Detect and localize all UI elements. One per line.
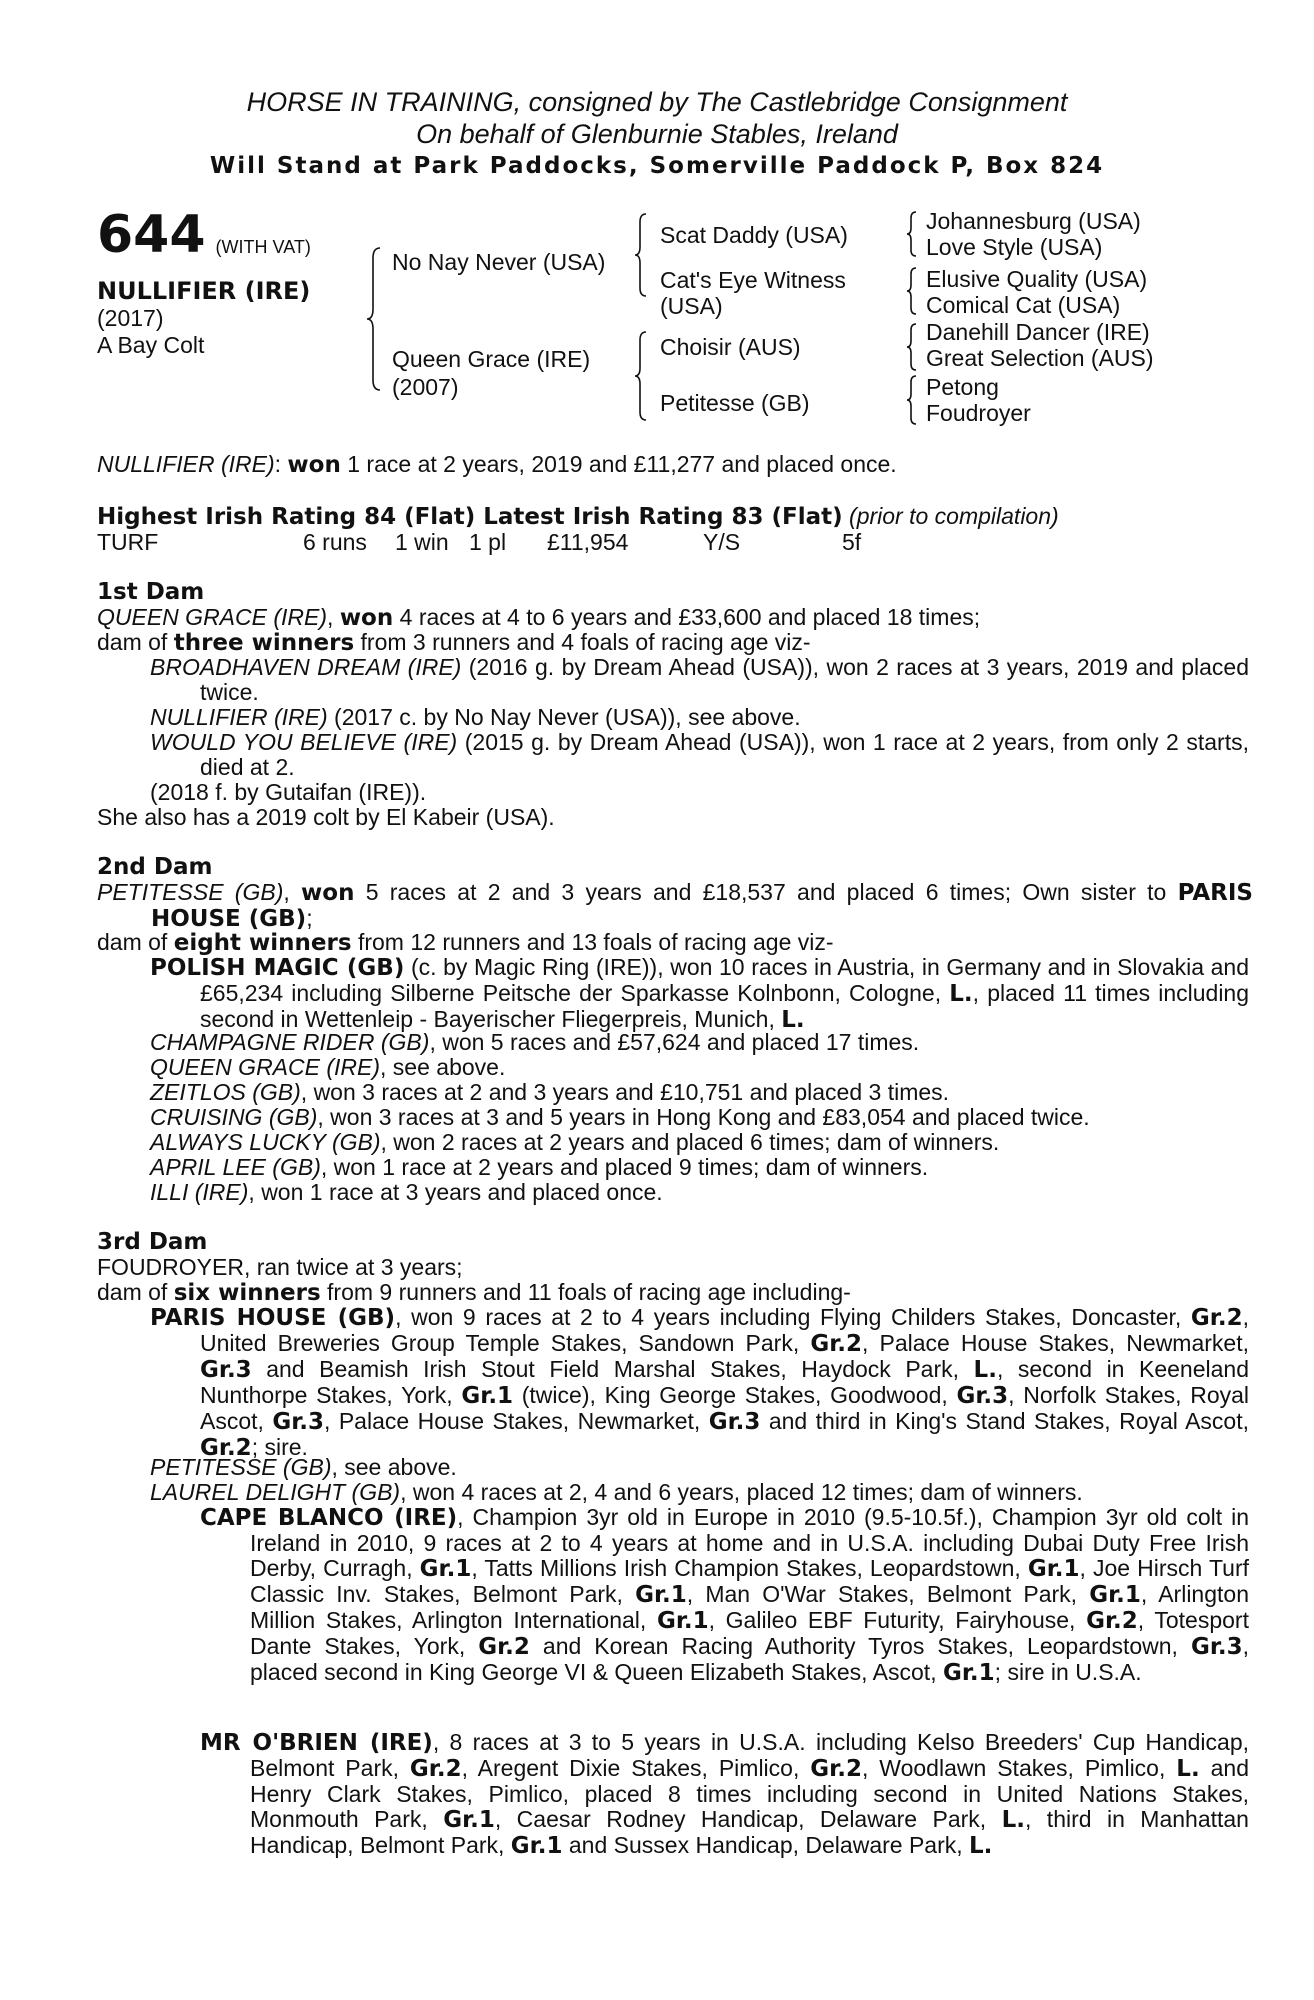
- sire-dam: Cat's Eye Witness: [660, 267, 846, 293]
- consignor-line: HORSE IN TRAINING, consigned by The Castlebridge Consignment: [246, 87, 1068, 117]
- pedigree-brace-4: [906, 210, 918, 258]
- third-dam-foal-petitesse: PETITESSE (GB), see above.: [150, 1454, 457, 1480]
- pedigree-brace-7: [906, 374, 918, 426]
- first-dam-foal-1: BROADHAVEN DREAM (IRE) (2016 g. by Dream Ahead (USA)), won 2 races at 3 years, 2019 and placed twice.: [150, 654, 1249, 705]
- third-dam-foal-laurel-delight: LAUREL DELIGHT (GB), won 4 races at 2, 4 and 6 years, placed 12 times; dam of winners.: [150, 1479, 1083, 1505]
- pedigree-brace-1: [366, 246, 382, 392]
- horse-year: (2017): [97, 305, 164, 331]
- first-dam-heading: 1st Dam: [97, 579, 205, 605]
- sire-dam-country: (USA): [660, 293, 723, 319]
- vat-note: (WITH VAT): [215, 237, 311, 258]
- ancestor-5: Danehill Dancer (IRE): [926, 319, 1150, 345]
- second-dam-foal-6: ALWAYS LUCKY (GB), won 2 races at 2 years and placed 6 times; dam of winners.: [150, 1129, 1000, 1155]
- second-dam-foal-2: CHAMPAGNE RIDER (GB), won 5 races and £57,624 and placed 17 times.: [150, 1029, 920, 1055]
- lot-number: 644: [97, 205, 206, 265]
- dam-sire: Choisir (AUS): [660, 334, 801, 360]
- second-dam-foal-8: ILLI (IRE), won 1 race at 3 years and placed once.: [150, 1179, 663, 1205]
- second-dam-foal-polish-magic: POLISH MAGIC (GB) (c. by Magic Ring (IRE)), won 10 races in Austria, in Germany and in Slovakia and £65,234 including Silberne Peitsche der Sparkasse Kolnbonn, Cologne, L., placed 11 times including second in Wettenleip - Bayerischer Fliegerpreis, Munich, L.: [150, 954, 1250, 1033]
- race-summary: NULLIFIER (IRE): won 1 race at 2 years, 2019 and £11,277 and placed once.: [97, 451, 897, 478]
- first-dam-also: She also has a 2019 colt by El Kabeir (USA).: [97, 804, 555, 830]
- ancestor-2: Love Style (USA): [926, 234, 1103, 260]
- pedigree-brace-6: [906, 322, 918, 372]
- horse-name: NULLIFIER (IRE): [97, 277, 311, 305]
- second-dam-foal-4: ZEITLOS (GB), won 3 races at 2 and 3 years and £10,751 and placed 3 times.: [150, 1079, 950, 1105]
- grand-foal-mr-obrien: MR O'BRIEN (IRE), 8 races at 3 to 5 years in U.S.A. including Kelso Breeders' Cup Handicap, Belmont Park, Gr.2, Aregent Dixie Stakes, Pimlico, Gr.2, Woodlawn Stakes, Pimlico, L. and Henry Clark Stakes, Pimlico, placed 8 times including second in United Nations Stakes, Monmouth Park, Gr.1, Caesar Rodney Handicap, Delaware Park, L., third in Manhattan Handicap, Belmont Park, Gr.1 and Sussex Handicap, Delaware Park, L.: [200, 1729, 1250, 1859]
- second-dam-produce: dam of eight winners from 12 runners and 13 foals of racing age viz-: [97, 929, 834, 956]
- first-dam-foal-2: NULLIFIER (IRE) (2017 c. by No Nay Never (USA)), see above.: [150, 704, 801, 730]
- catalogue-page: HORSE IN TRAINING, consigned by The Castlebridge Consignment On behalf of Glenburnie Stables, Ireland Will Stand at Park Paddocks, Somerville Paddock P, Box 824 644 (WITH VAT) NULLIFIER (IRE) (2017) A Bay Colt No Nay Never (USA) Queen Grace (IRE) (2007) Scat Daddy (USA) Cat's Eye Witness (USA) Choisir (AUS) Petitesse (GB) Johannesburg (USA) Love Style (USA) Elusive Quality (USA) Comical Cat (USA) Danehill Dancer (IRE) Great Selection (AUS) Petong Foudroyer NULLIFIER (IRE): won 1 race at 2 years, 2019 and £11,277 and placed once. Highest Irish Rating 84 (Flat) Latest Irish Rating 83 (Flat) (prior to compilation) TURF 6 runs 1 win 1 pl £11,954 Y/S 5f 1st Dam QUEEN GRACE (IRE), won 4 races at 4 to 6 years and £33,600 and placed 18 times; dam of three winners from 3 runners and 4 foals of racing age viz- BROADHAVEN DREAM (IRE) (2016 g. by Dream Ahead (USA)), won 2 races at 3 years, 2019 and placed twice. NULLIFIER (IRE) (2017 c. by No Nay Never (USA)), see above. WOULD YOU BELIEVE (IRE) (2015 g. by Dream Ahead (USA)), won 1 race at 2 years, from only 2 starts, died at 2. (2018 f. by Gutaifan (IRE)). She also has a 2019 colt by El Kabeir (USA). 2nd Dam PETITESSE (GB), won 5 races at 2 and 3 years and £18,537 and placed 6 times; Own sister to PARIS HOUSE (GB); dam of eight winners from 12 runners and 13 foals of racing age viz- POLISH MAGIC (GB) (c. by Magic Ring (IRE)), won 10 races in Austria, in Germany and in Slovakia and £65,234 including Silberne Peitsche der Sparkasse Kolnbonn, Cologne, L., placed 11 times including second in Wettenleip - Bayerischer Fliegerpreis, Munich, L. CHAMPAGNE RIDER (GB), won 5 races and £57,624 and placed 17 times. QUEEN GRACE (IRE), see above. ZEITLOS (GB), won 3 races at 2 and 3 years and £10,751 and placed 3 times. CRUISING (GB), won 3 races at 3 and 5 years in Hong Kong and £83,054 and placed twice. ALWAYS LUCKY (GB), won 2 races at 2 years and placed 6 times; dam of winners. APRIL LEE (GB), won 1 race at 2 years and placed 9 times; dam of winners. ILLI (IRE), won 1 race at 3 years and placed once. 3rd Dam FOUDROYER, ran twice at 3 years; dam of six winners from 9 runners and 11 foals of racing age including- PARIS HOUSE (GB), won 9 races at 2 to 4 years including Flying Childers Stakes, Doncaster, Gr.2, United Breweries Group Temple Stakes, Sandown Park, Gr.2, Palace House Stakes, Newmarket, Gr.3 and Beamish Irish Stout Field Marshal Stakes, Haydock Park, L., second in Keeneland Nunthorpe Stakes, York, Gr.1 (twice), King George Stakes, Goodwood, Gr.3, Norfolk Stakes, Royal Ascot, Gr.3, Palace House Stakes, Newmarket, Gr.3 and third in King's Stand Stakes, Royal Ascot, Gr.2; sire. PETITESSE (GB), see above. LAUREL DELIGHT (GB), won 4 races at 2, 4 and 6 years, placed 12 times; dam of winners. CAPE BLANCO (IRE), Champion 3yr old in Europe in 2010 (9.5-10.5f.), Champion 3yr old colt in Ireland in 2010, 9 races at 2 to 4 years at home and in U.S.A. including Dubai Duty Free Irish Derby, Curragh, Gr.1, Tatts Millions Irish Champion Stakes, Leopardstown, Gr.1, Joe Hirsch Turf Classic Inv. Stakes, Belmont Park, Gr.1, Man O'War Stakes, Belmont Park, Gr.1, Arlington Million Stakes, Arlington International, Gr.1, Galileo EBF Futurity, Fairyhouse, Gr.2, Totesport Dante Stakes, York, Gr.2 and Korean Racing Authority Tyros Stakes, Leopardstown, Gr.3, placed second in King George VI & Queen Elizabeth Stakes, Ascot, Gr.1; sire in U.S.A. MR O'BRIEN (IRE), 8 races at 3 to 5 years in U.S.A. including Kelso Breeders' Cup Handicap, Belmont Park, Gr.2, Aregent Dixie Stakes, Pimlico, Gr.2, Woodlawn Stakes, Pimlico, L. and Henry Clark Stakes, Pimlico, placed 8 times including second in United Nations Stakes, Monmouth Park, Gr.1, Caesar Rodney Handicap, Delaware Park, L., third in Manhattan Handicap, Belmont Park, Gr.1 and Sussex Handicap, Delaware Park, L.: [0, 0, 1314, 2000]
- third-dam-foal-paris-house: PARIS HOUSE (GB), won 9 races at 2 to 4 years including Flying Childers Stakes, Doncaster, Gr.2, United Breweries Group Temple Stakes, Sandown Park, Gr.2, Palace House Stakes, Newmarket, Gr.3 and Beamish Irish Stout Field Marshal Stakes, Haydock Park, L., second in Keeneland Nunthorpe Stakes, York, Gr.1 (twice), King George Stakes, Goodwood, Gr.3, Norfolk Stakes, Royal Ascot, Gr.3, Palace House Stakes, Newmarket, Gr.3 and third in King's Stand Stakes, Royal Ascot, Gr.2; sire.: [150, 1304, 1250, 1461]
- lot-heading: [97, 207, 311, 263]
- sire-sire: Scat Daddy (USA): [660, 222, 848, 248]
- third-dam-heading: 3rd Dam: [97, 1229, 208, 1255]
- stabling-line: Will Stand at Park Paddocks, Somerville Paddock P, Box 824: [209, 153, 1105, 179]
- first-dam-foal-3: WOULD YOU BELIEVE (IRE) (2015 g. by Dream Ahead (USA)), won 1 race at 2 years, from only 2 starts, died at 2.: [150, 729, 1249, 780]
- second-dam-heading: 2nd Dam: [97, 854, 213, 880]
- grand-foal-cape-blanco: CAPE BLANCO (IRE), Champion 3yr old in Europe in 2010 (9.5-10.5f.), Champion 3yr old colt in Ireland in 2010, 9 races at 2 to 4 years at home and in U.S.A. including Dubai Duty Free Irish Derby, Curragh, Gr.1, Tatts Millions Irish Champion Stakes, Leopardstown, Gr.1, Joe Hirsch Turf Classic Inv. Stakes, Belmont Park, Gr.1, Man O'War Stakes, Belmont Park, Gr.1, Arlington Million Stakes, Arlington International, Gr.1, Galileo EBF Futurity, Fairyhouse, Gr.2, Totesport Dante Stakes, York, Gr.2 and Korean Racing Authority Tyros Stakes, Leopardstown, Gr.3, placed second in King George VI & Queen Elizabeth Stakes, Ascot, Gr.1; sire in U.S.A.: [200, 1504, 1250, 1686]
- ancestor-8: Foudroyer: [926, 400, 1031, 426]
- rating-line: Highest Irish Rating 84 (Flat) Latest Irish Rating 83 (Flat) (prior to compilation): [97, 503, 1059, 530]
- vendor-line: On behalf of Glenburnie Stables, Ireland: [416, 119, 898, 149]
- pedigree-brace-5: [906, 266, 918, 316]
- horse-description: A Bay Colt: [97, 332, 205, 358]
- pedigree-brace-2: [634, 212, 648, 298]
- sire: No Nay Never (USA): [392, 249, 606, 275]
- first-dam-foal-4: (2018 f. by Gutaifan (IRE)).: [150, 779, 427, 805]
- dam-year: (2007): [392, 374, 459, 400]
- ancestor-6: Great Selection (AUS): [926, 345, 1154, 371]
- second-dam-foal-7: APRIL LEE (GB), won 1 race at 2 years and placed 9 times; dam of winners.: [150, 1154, 929, 1180]
- ancestor-1: Johannesburg (USA): [926, 208, 1141, 234]
- dam-dam: Petitesse (GB): [660, 390, 810, 416]
- first-dam-intro: QUEEN GRACE (IRE), won 4 races at 4 to 6 years and £33,600 and placed 18 times;: [97, 604, 981, 631]
- ancestor-7: Petong: [926, 374, 999, 400]
- dam: Queen Grace (IRE): [392, 346, 591, 372]
- third-dam-produce: dam of six winners from 9 runners and 11 foals of racing age including-: [97, 1279, 851, 1306]
- summary-name: NULLIFIER (IRE): [97, 451, 275, 477]
- second-dam-foal-3: QUEEN GRACE (IRE), see above.: [150, 1054, 506, 1080]
- ancestor-4: Comical Cat (USA): [926, 292, 1121, 318]
- second-dam-foal-5: CRUISING (GB), won 3 races at 3 and 5 years in Hong Kong and £83,054 and placed twice.: [150, 1104, 1090, 1130]
- ancestor-3: Elusive Quality (USA): [926, 266, 1148, 292]
- pedigree-brace-3: [634, 330, 648, 422]
- third-dam-intro: FOUDROYER, ran twice at 3 years;: [97, 1254, 463, 1280]
- second-dam-intro: PETITESSE (GB), won 5 races at 2 and 3 years and £18,537 and placed 6 times; Own sister to PARIS HOUSE (GB);: [97, 879, 1253, 932]
- first-dam-produce: dam of three winners from 3 runners and 4 foals of racing age viz-: [97, 629, 811, 656]
